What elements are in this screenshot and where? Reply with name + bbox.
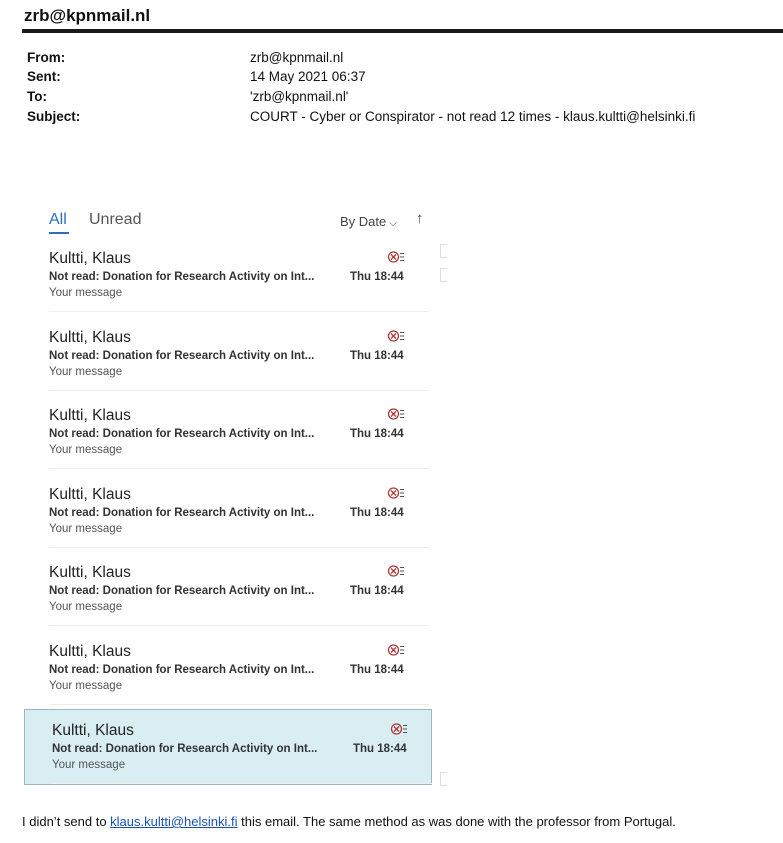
message-subject: Not read: Donation for Research Activity on Int... bbox=[52, 743, 318, 755]
not-read-receipt-icon bbox=[390, 722, 410, 736]
message-subject: Not read: Donation for Research Activity on Int... bbox=[49, 506, 315, 519]
not-read-receipt-icon bbox=[387, 250, 407, 264]
message-preview: Your message bbox=[49, 365, 123, 378]
row-divider bbox=[49, 311, 429, 312]
row-divider bbox=[52, 783, 432, 784]
sent-value: 14 May 2021 06:37 bbox=[250, 69, 366, 84]
not-read-receipt-icon bbox=[387, 329, 407, 343]
message-list-item[interactable] bbox=[22, 395, 432, 469]
tab-all-underline bbox=[49, 232, 69, 234]
message-preview: Your message bbox=[52, 759, 126, 771]
sent-label: Sent: bbox=[27, 69, 61, 84]
message-sender: Kultti, Klaus bbox=[49, 485, 131, 503]
sort-direction-button[interactable]: ↑ bbox=[416, 210, 424, 227]
message-sender: Kultti, Klaus bbox=[49, 564, 131, 581]
message-time: Thu 18:44 bbox=[350, 271, 404, 283]
row-divider bbox=[49, 468, 429, 469]
row-divider bbox=[49, 625, 429, 626]
not-read-receipt-icon bbox=[387, 486, 407, 500]
subject-value: COURT - Cyber or Conspirator - not read 12 times - klaus.kultti@helsinki.fi bbox=[250, 109, 696, 124]
message-time: Thu 18:44 bbox=[350, 428, 404, 440]
footer-note bbox=[22, 814, 676, 829]
tab-unread[interactable]: Unread bbox=[89, 211, 142, 228]
message-sender: Kultti, Klaus bbox=[52, 722, 134, 739]
account-email-title: zrb@kpnmail.nl bbox=[24, 6, 151, 25]
message-time: Thu 18:44 bbox=[350, 349, 404, 362]
chevron-down-icon: ⌵ bbox=[389, 218, 397, 229]
message-time: Thu 18:44 bbox=[350, 506, 404, 519]
scrollbar-bottom-mark[interactable] bbox=[440, 772, 447, 786]
message-time: Thu 18:44 bbox=[350, 663, 404, 676]
message-sender: Kultti, Klaus bbox=[49, 328, 131, 346]
message-preview: Your message bbox=[49, 601, 123, 613]
message-subject: Not read: Donation for Research Activity on Int... bbox=[49, 428, 315, 440]
message-subject: Not read: Donation for Research Activity on Int... bbox=[49, 271, 315, 283]
not-read-receipt-icon bbox=[387, 407, 407, 421]
sort-by-date-button[interactable] bbox=[340, 214, 397, 229]
title-rule bbox=[22, 29, 783, 33]
message-list-item[interactable] bbox=[22, 552, 432, 626]
scrollbar-top-mark[interactable] bbox=[440, 244, 447, 258]
footer-text-before: I didn’t send to bbox=[22, 814, 111, 829]
message-sender: Kultti, Klaus bbox=[49, 407, 131, 424]
message-time: Thu 18:44 bbox=[350, 585, 404, 597]
to-value: 'zrb@kpnmail.nl' bbox=[250, 89, 349, 104]
message-subject: Not read: Donation for Research Activity on Int... bbox=[49, 663, 315, 676]
message-list-item[interactable] bbox=[24, 709, 432, 785]
message-list-item[interactable] bbox=[22, 238, 432, 312]
to-label: To: bbox=[27, 89, 47, 104]
not-read-receipt-icon bbox=[387, 643, 407, 657]
message-time: Thu 18:44 bbox=[353, 743, 407, 755]
message-preview: Your message bbox=[49, 522, 123, 535]
message-sender: Kultti, Klaus bbox=[49, 250, 131, 267]
message-preview: Your message bbox=[49, 444, 123, 456]
message-subject: Not read: Donation for Research Activity on Int... bbox=[49, 349, 315, 362]
from-value: zrb@kpnmail.nl bbox=[250, 50, 344, 65]
scrollbar-top-mark-2[interactable] bbox=[440, 268, 447, 282]
tab-all[interactable]: All bbox=[49, 211, 67, 228]
footer-email-link[interactable]: klaus.kultti@helsinki.fi bbox=[110, 814, 238, 829]
message-sender: Kultti, Klaus bbox=[49, 642, 131, 660]
message-preview: Your message bbox=[49, 287, 123, 299]
from-label: From: bbox=[27, 50, 66, 65]
message-list-item[interactable] bbox=[22, 631, 432, 705]
row-divider bbox=[49, 704, 429, 705]
row-divider bbox=[49, 390, 429, 391]
row-divider bbox=[49, 547, 429, 548]
message-list-item[interactable] bbox=[22, 474, 432, 548]
message-subject: Not read: Donation for Research Activity on Int... bbox=[49, 585, 315, 597]
message-preview: Your message bbox=[49, 679, 123, 692]
sort-label: By Date bbox=[340, 214, 387, 229]
not-read-receipt-icon bbox=[387, 564, 407, 578]
message-list-item[interactable] bbox=[22, 317, 432, 391]
subject-label: Subject: bbox=[27, 109, 81, 124]
footer-text-after: this email. The same method as was done with the professor from Portugal. bbox=[237, 814, 676, 829]
